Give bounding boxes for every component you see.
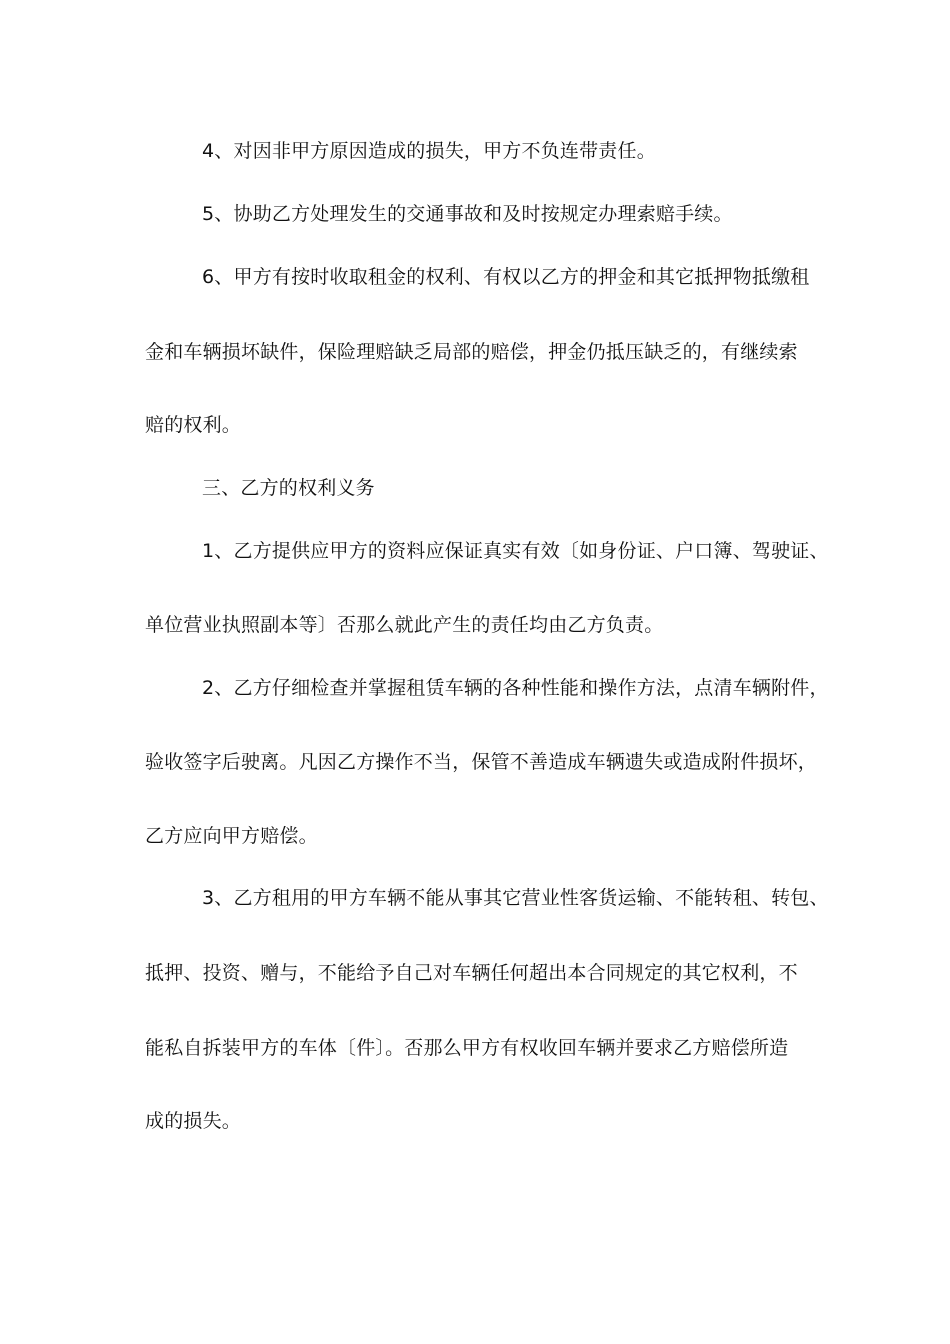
clause-5-line: 5、协助乙方处理发生的交通事故和及时按规定办理索赔手续。 — [202, 203, 733, 225]
party-b-clause-1-line-2: 单位营业执照副本等〕否那么就此产生的责任均由乙方负责。 — [145, 614, 664, 636]
party-b-clause-2-line-1: 2、乙方仔细检查并掌握租赁车辆的各种性能和操作方法，点清车辆附件， — [202, 677, 829, 699]
section-heading: 三、乙方的权利义务 — [202, 477, 375, 499]
party-b-clause-3-line-4: 成的损失。 — [145, 1110, 242, 1132]
party-b-clause-3-line-2: 抵押、投资、赠与，不能给予自己对车辆任何超出本合同规定的其它权利，不 — [145, 962, 798, 984]
clause-6-line-2: 金和车辆损坏缺件，保险理赔缺乏局部的赔偿，押金仍抵压缺乏的，有继续索 — [145, 341, 798, 363]
party-b-clause-3-line-3: 能私自拆装甲方的车体〔件〕。否那么甲方有权收回车辆并要求乙方赔偿所造 — [145, 1037, 789, 1059]
party-b-clause-3-line-1: 3、乙方租用的甲方车辆不能从事其它营业性客货运输、不能转租、转包、 — [202, 887, 829, 909]
clause-6-line-3: 赔的权利。 — [145, 414, 242, 436]
clause-4-line: 4、对因非甲方原因造成的损失，甲方不负连带责任。 — [202, 140, 656, 162]
party-b-clause-2-line-3: 乙方应向甲方赔偿。 — [145, 825, 318, 847]
clause-6-line-1: 6、甲方有按时收取租金的权利、有权以乙方的押金和其它抵押物抵缴租 — [202, 266, 810, 288]
party-b-clause-2-line-2: 验收签字后驶离。凡因乙方操作不当，保管不善造成车辆遗失或造成附件损坏， — [145, 751, 818, 773]
party-b-clause-1-line-1: 1、乙方提供应甲方的资料应保证真实有效〔如身份证、户口簿、驾驶证、 — [202, 540, 829, 562]
